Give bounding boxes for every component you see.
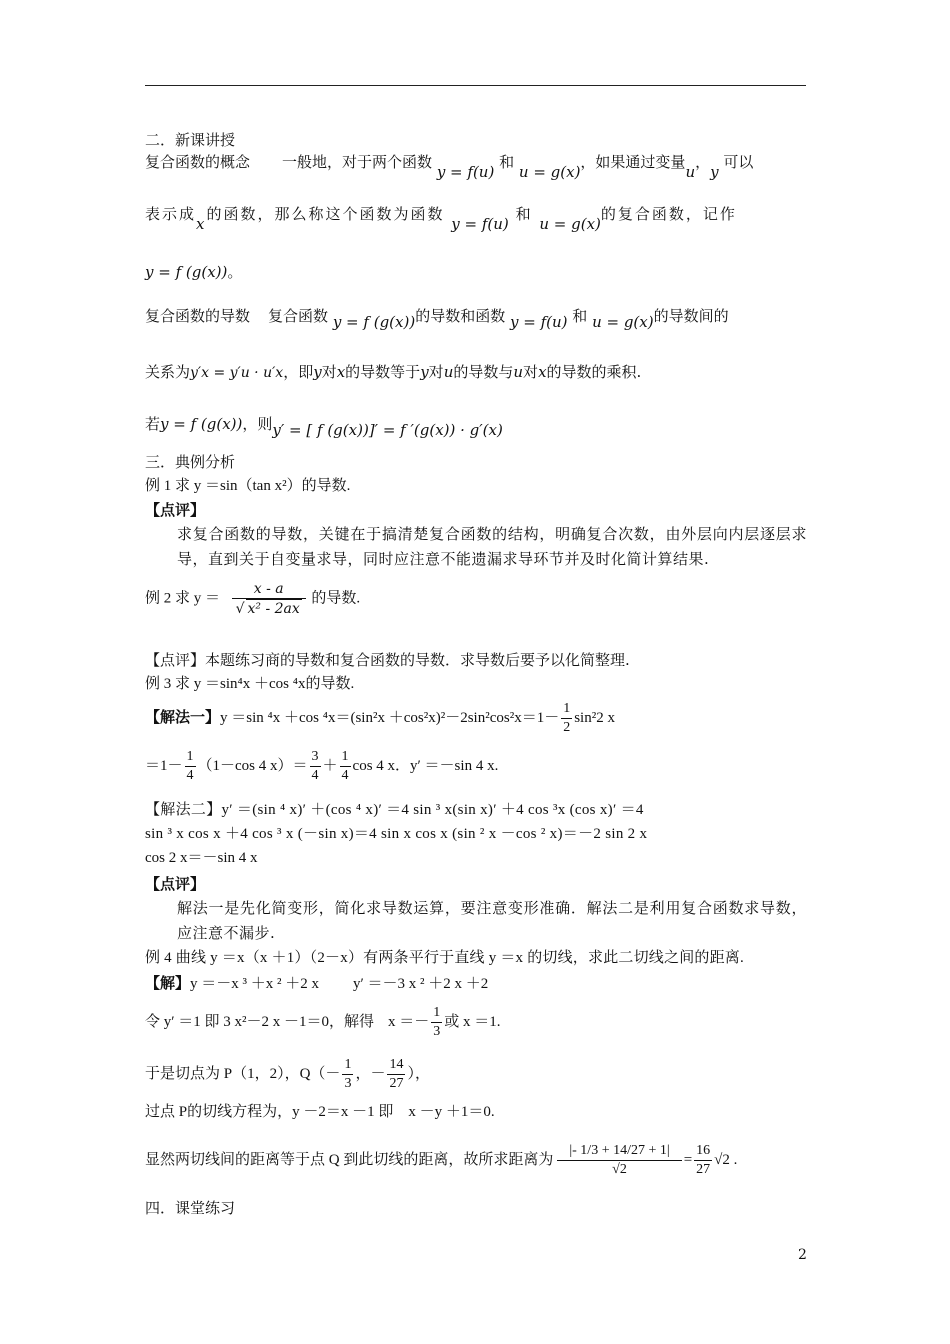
solution2-line2: sin ³ x cos x ＋4 cos ³ x (－sin x)＝4 sin x cos x (sin ² x －cos ² x)＝－2 sin 2 x — [145, 826, 648, 842]
concept-line2: 表示成x的函数，那么称这个函数为函数 y = f(u) 和 u = g(x)的复合函数，记作 — [145, 205, 737, 233]
tangent-points: 于是切点为 P（1，2），Q（－ $\frac{1}{3}$ ，－ $\frac{14}{27}$ ）， — [145, 1057, 430, 1091]
chain-rule-result: y′ = [ f (g(x))]′ = f ′(g(x)) · g′(x) — [272, 421, 503, 439]
distance-line: 显然两切线间的距离等于点 Q 到此切线的距离，故所求距离为 $\frac{|- 1/3 + 14/27 + 1|}{√2}$ = $\frac{16}{27}$ √2 . — [145, 1143, 738, 1177]
distance-fraction: $\frac{|- 1/3 + 14/27 + 1|}{√2}$ — [557, 1142, 681, 1179]
deriv-line1: 复合函数的导数 复合函数 y = f (g(x))的导数和函数 y = f(u) 和 u = g(x)的导数间的 — [145, 307, 729, 331]
chain-rule-line: 关系为y′x = y′u · u′x，即y对x的导数等于y对u的导数与u对x的导数的乘积. — [145, 363, 642, 381]
solution2-line1: 【解法二】y′ ＝(sin ⁴ x)′ ＋(cos ⁴ x)′ ＝4 sin ³ x(sin x)′ ＋4 cos ³x (cos x)′ ＝4 — [145, 802, 644, 818]
chain-rule-formula: y′x = y′u · u′x — [190, 365, 284, 381]
comment2: 【点评】本题练习商的导数和复合函数的导数．求导数后要予以化简整理. — [145, 651, 630, 669]
solution2-line3: cos 2 x＝－sin 4 x — [145, 850, 258, 866]
comment3: 解法一是先化简变形，简化求导数运算，要注意变形准确．解法二是利用复合函数求导数，应注意不漏步. — [177, 899, 807, 942]
section2-heading: 二．新课讲授 — [145, 131, 236, 149]
section3-heading: 三．典例分析 — [145, 453, 236, 471]
comment1: 求复合函数的导数，关键在于搞清楚复合函数的结构，明确复合次数，由外层向内层逐层求导，直到关于自变量求导，同时应注意不能遗漏求导环节并及时化简计算结果. — [177, 525, 807, 568]
composite-notation: y = f (g(x))。 — [145, 263, 243, 281]
concept-line1: 复合函数的概念 一般地，对于两个函数 y = f(u) 和 u = g(x)，如果通过变量u，y 可以 — [145, 153, 754, 181]
solution-line2: 令 y′ ＝1 即 3 x²－2 x －1＝0，解得 x ＝－ $\frac{1}{3}$ 或 x ＝1. — [145, 1005, 501, 1039]
example2-fraction: $\frac{x - a}{\text{√ x² - 2ax}}$ — [232, 580, 306, 618]
example4: 例 4 曲线 y ＝x（x ＋1）（2－x）有两条平行于直线 y ＝x 的切线，求此二切线之间的距离. — [145, 950, 744, 966]
header-rule — [145, 85, 806, 86]
comment-tag-3: 【点评】 — [145, 875, 206, 893]
solution1-line2: ＝1－ $\frac{1}{4}$ （1－cos 4 x）＝ $\frac{3}{4}$ ＋ $\frac{1}{4}$ cos 4 x．y′ ＝－sin 4 x. — [145, 749, 499, 783]
page-number: 2 — [798, 1247, 807, 1263]
example3: 例 3 求 y ＝sin⁴x ＋cos ⁴x的导数. — [145, 676, 355, 692]
example2: 例 2 求 y ＝ $\frac{x - a}{\text{√ x² - 2ax}}$ 的导数. — [145, 581, 361, 617]
if-then-line: 若y = f (g(x))，则y′ = [ f (g(x))]′ = f ′(g(x)) · g′(x) — [145, 415, 503, 439]
example1: 例 1 求 y ＝sin（tan x²）的导数. — [145, 478, 351, 494]
solution-line1: 【解】y ＝－x ³ ＋x ² ＋2 x y′ ＝－3 x ² ＋2 x ＋2 — [145, 976, 489, 992]
comment-tag-1: 【点评】 — [145, 501, 206, 519]
section4-heading: 四．课堂练习 — [145, 1199, 236, 1217]
tangent-equation: 过点 P的切线方程为，y －2＝x －1 即 x －y ＋1＝0. — [145, 1104, 495, 1120]
solution1-line1: 【解法一】y ＝sin ⁴x ＋cos ⁴x＝(sin²x ＋cos²x)²－2sin²cos²x＝1－ $\frac{1}{2}$ sin²2 x — [145, 701, 615, 735]
